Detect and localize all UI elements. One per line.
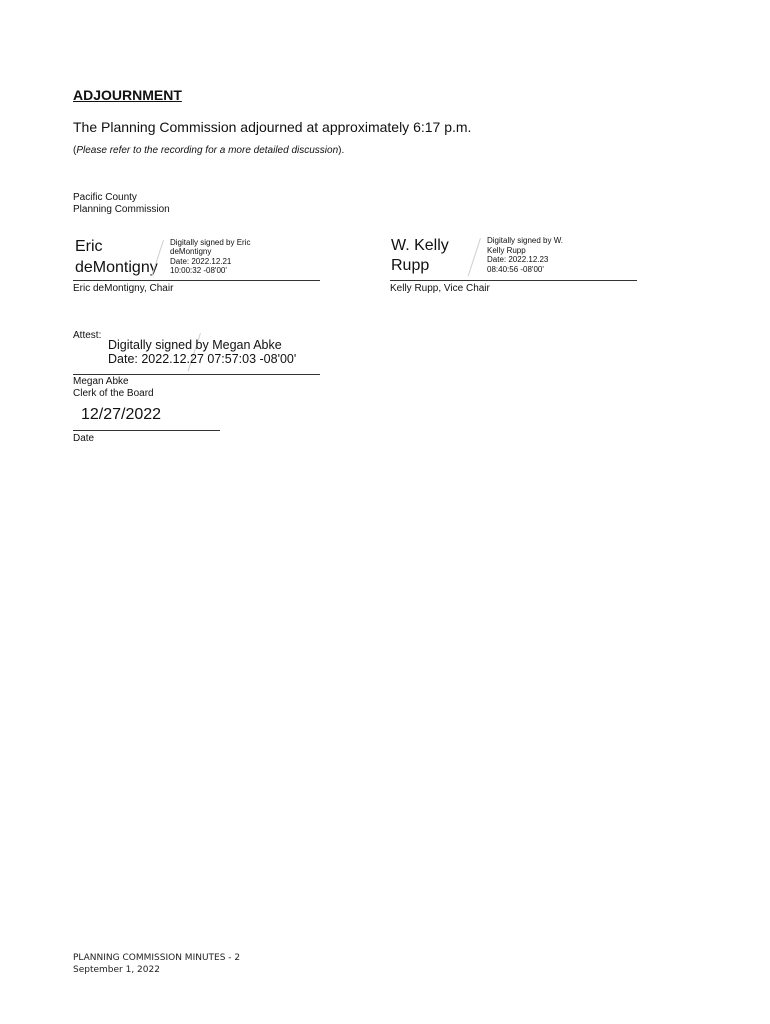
attest-label: Attest: (73, 330, 102, 341)
chair-signature-name-line2: deMontigny (75, 259, 158, 276)
vice-chair-signature-name-line1: W. Kelly (391, 237, 449, 254)
clerk-name: Megan Abke (73, 376, 129, 387)
date-value: 12/27/2022 (81, 406, 162, 423)
vice-chair-caption: Kelly Rupp, Vice Chair (390, 283, 490, 294)
chair-stamp-line1: Digitally signed by Eric (170, 238, 251, 247)
org-commission: Planning Commission (73, 204, 170, 215)
chair-signature-line (73, 280, 320, 281)
note-close: ). (338, 145, 345, 156)
vice-chair-stamp-line3: Date: 2022.12.23 (487, 255, 549, 264)
clerk-stamp-line1: Digitally signed by Megan Abke (108, 338, 282, 352)
vice-chair-stamp-line4: 08:40:56 -08'00' (487, 265, 544, 274)
date-label: Date (73, 433, 95, 444)
chair-stamp-line3: Date: 2022.12.21 (170, 257, 232, 266)
chair-stamp-line2: deMontigny (170, 247, 212, 256)
footer-date: September 1, 2022 (73, 965, 160, 975)
clerk-title: Clerk of the Board (73, 388, 154, 399)
vice-chair-stamp-line1: Digitally signed by W. (487, 236, 564, 245)
vice-chair-stamp-line2: Kelly Rupp (487, 246, 526, 255)
note-italic: Please refer to the recording for a more detailed discussion (76, 145, 339, 156)
chair-stamp-line4: 10:00:32 -08'00' (170, 266, 227, 275)
chair-signature-name-line1: Eric (75, 238, 103, 255)
org-county: Pacific County (73, 192, 137, 203)
clerk-signature-line (73, 374, 320, 375)
adjournment-heading: ADJOURNMENT (73, 87, 182, 103)
signature-mark-icon (468, 238, 481, 276)
recording-note (73, 145, 344, 156)
note-open: ( (73, 145, 77, 156)
chair-caption: Eric deMontigny, Chair (73, 283, 174, 294)
clerk-stamp-line2: Date: 2022.12.27 07:57:03 -08'00' (108, 352, 297, 366)
vice-chair-signature-name-line2: Rupp (391, 257, 430, 274)
vice-chair-signature-line (390, 280, 637, 281)
footer-title: PLANNING COMMISSION MINUTES - 2 (73, 953, 241, 963)
adjournment-statement: The Planning Commission adjourned at approximately 6:17 p.m. (73, 119, 472, 135)
date-line (73, 430, 220, 431)
